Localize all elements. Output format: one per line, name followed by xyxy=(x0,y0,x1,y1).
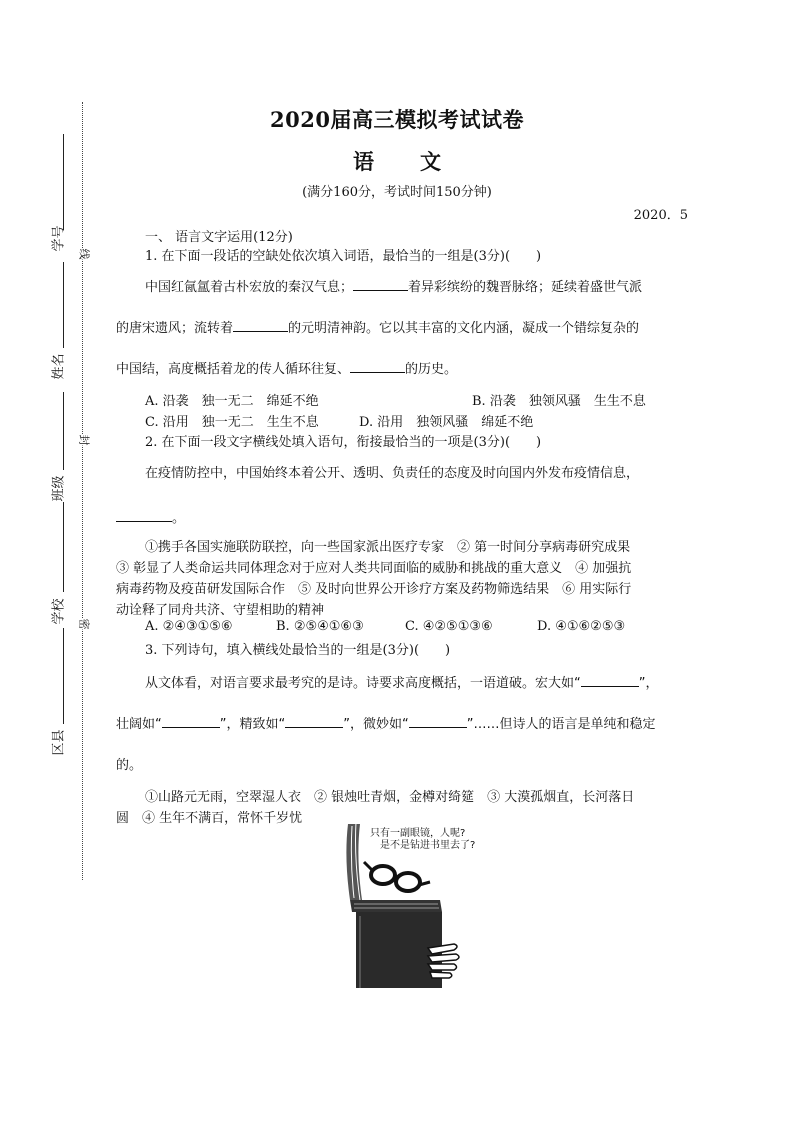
q2-sentence-line2: ③ 彰显了人类命运共同体理念对于应对人类共同面临的威胁和挑战的重大意义 ④ 加强抗 xyxy=(116,561,632,576)
q3-passage-line1 xyxy=(145,672,659,691)
q1-option-d: D. 沿用 独领风骚 绵延不绝 xyxy=(359,415,534,430)
district-fill-line xyxy=(63,628,64,724)
q2-sentence-line3: 病毒药物及疫苗研发国际合作 ⑤ 及时向世界公开诊疗方案及药物筛选结果 ⑥ 用实际行 xyxy=(116,582,632,597)
q3-passage-text: ”，精致如“ xyxy=(219,717,286,732)
section-heading: 一、 语言文字运用(12分) xyxy=(145,230,293,245)
name-fill-line xyxy=(63,262,64,348)
school-label: 学校 xyxy=(51,598,67,625)
q1-blank-2 xyxy=(233,319,288,332)
name-label: 姓名 xyxy=(51,353,67,380)
page-flip-icon xyxy=(346,824,362,900)
q1-option-a: A. 沿袭 独一无二 绵延不绝 xyxy=(145,394,319,409)
q1-option-c: C. 沿用 独一无二 生生不息 xyxy=(145,415,319,430)
q1-passage-text: 中国结，高度概括着龙的传人循环往复、 xyxy=(116,362,351,377)
q2-option-a: A. ②④③①⑤⑥ xyxy=(145,619,233,634)
q1-option-b: B. 沿袭 独领风骚 生生不息 xyxy=(472,394,646,409)
school-fill-line xyxy=(63,502,64,592)
q3-passage-line3: 的。 xyxy=(116,758,143,773)
q1-passage-line3 xyxy=(116,358,457,377)
q3-passage-text: 壮阔如“ xyxy=(116,717,162,732)
seal-mark-seal: 封 xyxy=(77,434,91,446)
q1-passage-text: 的历史。 xyxy=(405,362,458,377)
q1-passage-text: 的唐宋遗风；流转着 xyxy=(116,321,234,336)
class-label: 班级 xyxy=(51,475,67,502)
q2-passage-line1: 在疫情防控中，中国始终本着公开、透明、负责任的态度及时向国内外发布疫情信息， xyxy=(145,466,640,481)
q1-passage-line2 xyxy=(116,317,639,336)
seal-mark-line: 线 xyxy=(77,248,91,260)
q1-stem: 1. 在下面一段话的空缺处依次填入词语，最恰当的一组是(3分)( ) xyxy=(145,249,542,264)
subject-title: 语文 xyxy=(353,149,487,174)
class-fill-line xyxy=(63,392,64,470)
q3-sentence-line2: 圆 ④ 生年不满百，常怀千岁忧 xyxy=(116,811,303,826)
q2-blank xyxy=(116,509,172,522)
q3-passage-text: ”……但诗人的语言是单纯和稳定 xyxy=(466,717,656,732)
q1-passage-text: 的元明清神韵。它以其丰富的文化内涵，凝成一个错综复杂的 xyxy=(288,321,640,336)
student-id-label: 学号 xyxy=(51,225,67,252)
q1-blank-3 xyxy=(350,360,405,373)
seal-mark-secret: 密 xyxy=(77,618,91,630)
q2-period: 。 xyxy=(172,511,186,526)
cartoon-illustration xyxy=(336,818,504,988)
q1-passage-text: 着异彩缤纷的魏晋脉络；延续着盛世气派 xyxy=(408,280,643,295)
score-time-note: (满分160分，考试时间150分钟) xyxy=(302,185,492,200)
q3-passage-text: ”，微妙如“ xyxy=(343,717,409,732)
q2-passage-line2 xyxy=(116,507,185,526)
q3-passage-text: 从文体看，对语言要求最考究的是诗。诗要求高度概括，一语道破。宏大如“ xyxy=(145,676,581,691)
q3-blank-3 xyxy=(285,715,343,728)
district-label: 区县 xyxy=(51,729,67,756)
q2-stem: 2. 在下面一段文字横线处填入语句，衔接最恰当的一项是(3分)( ) xyxy=(145,435,542,450)
cartoon-caption-line1: 只有一副眼镜，人呢? xyxy=(370,828,466,839)
q3-passage-text: ”， xyxy=(638,676,659,691)
q3-blank-2 xyxy=(162,715,220,728)
q2-option-c: C. ④②⑤①③⑥ xyxy=(405,619,493,634)
q2-sentence-line1: ①携手各国实施联防联控，向一些国家派出医疗专家 ② 第一时间分享病毒研究成果 xyxy=(145,540,631,555)
q2-option-d: D. ④①⑥②⑤③ xyxy=(537,619,626,634)
glasses-icon xyxy=(364,862,430,891)
q3-blank-4 xyxy=(409,715,467,728)
q1-blank-1 xyxy=(353,278,408,291)
q1-passage-text: 中国红氤氲着古朴宏放的秦汉气息； xyxy=(145,280,354,295)
q2-option-b: B. ②⑤④①⑥③ xyxy=(276,619,364,634)
q3-stem: 3. 下列诗句，填入横线处最恰当的一组是(3分)( ) xyxy=(145,643,451,658)
q3-sentence-line1: ①山路元无雨，空翠湿人衣 ② 银烛吐青烟，金樽对绮筵 ③ 大漠孤烟直，长河落日 xyxy=(145,790,635,805)
hand-icon xyxy=(428,944,459,978)
book-pages-edge xyxy=(350,900,442,912)
q3-passage-line2 xyxy=(116,713,655,732)
binding-dotted-line xyxy=(82,102,83,880)
exam-date: 2020．5 xyxy=(633,208,688,223)
q2-sentence-line4: 动诠释了同舟共济、守望相助的精神 xyxy=(116,603,325,618)
exam-title: 2020届高三模拟考试试卷 xyxy=(270,107,524,132)
q1-passage-line1 xyxy=(145,276,642,295)
cartoon-caption-line2: 是不是钻进书里去了? xyxy=(380,840,476,851)
q3-blank-1 xyxy=(581,674,639,687)
